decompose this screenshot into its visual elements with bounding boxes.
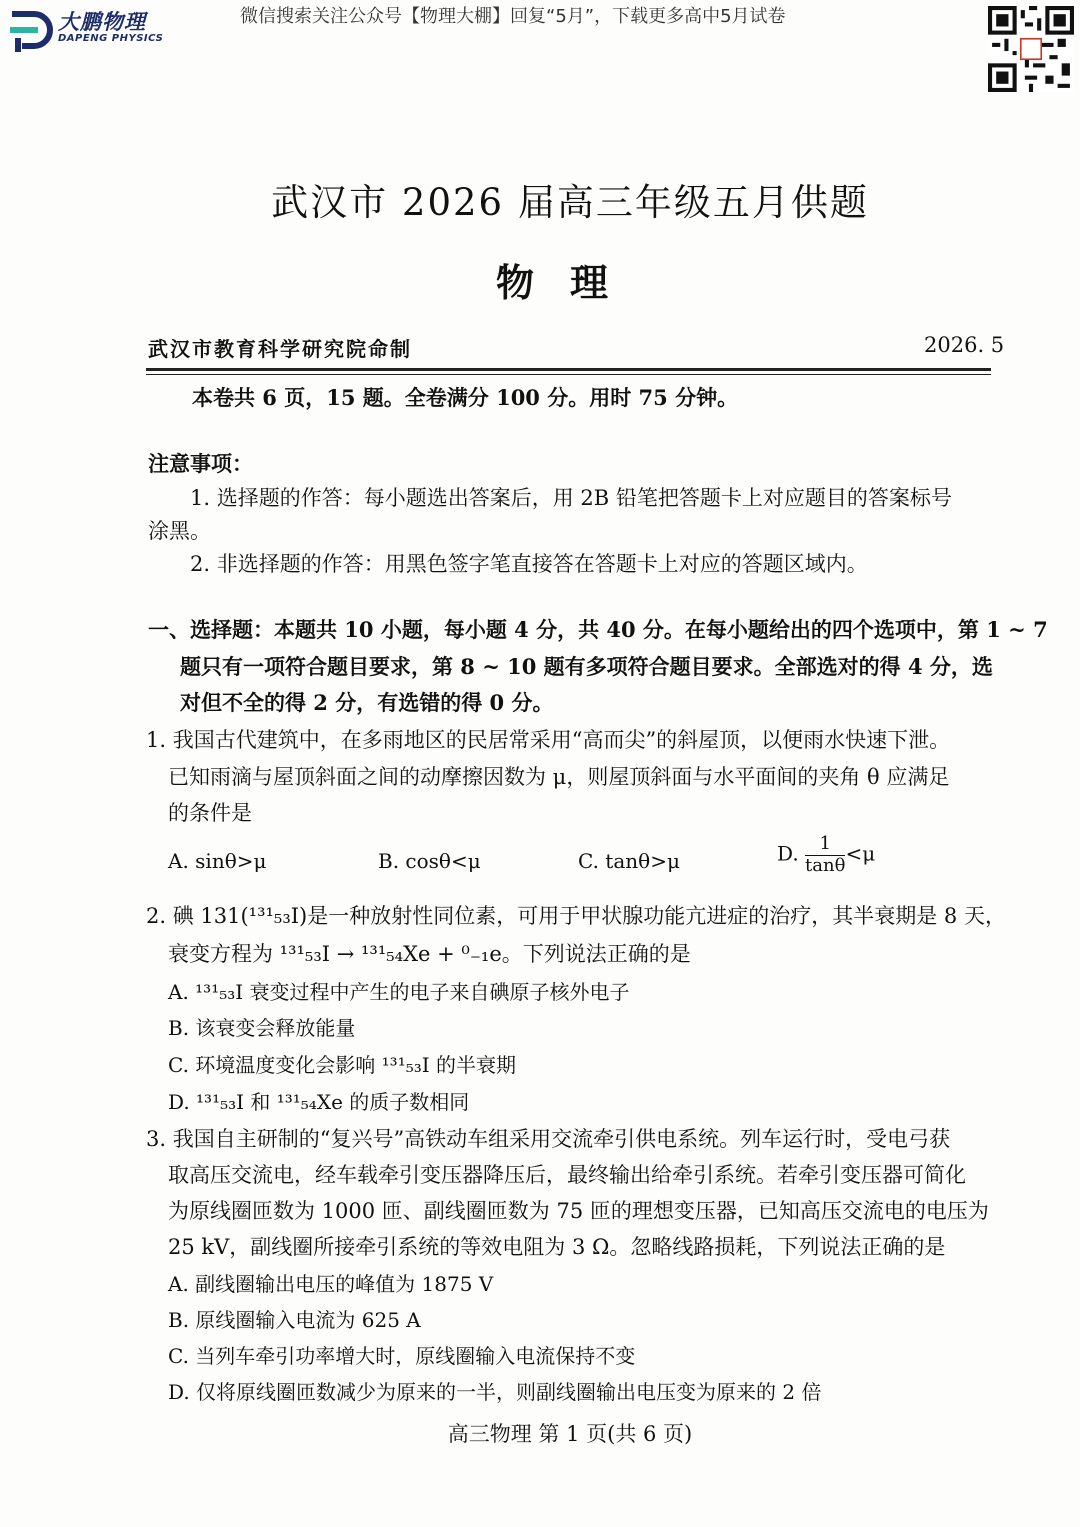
dapeng-logo-icon <box>8 8 58 52</box>
logo-text: 大鹏物理 <box>58 10 146 34</box>
divider-thin <box>146 374 991 375</box>
fraction <box>805 834 845 876</box>
section-instructions-2: 题只有一项符合题目要求，第 8 ~ 10 题有多项符合题目要求。全部选对的得 4 分，选 <box>180 654 993 679</box>
notice-item-1-cont: 涂黑。 <box>148 519 211 543</box>
question-1-stem-3: 的条件是 <box>168 801 252 825</box>
question-2-stem: 2. 碘 131(¹³¹₅₃I)是一种放射性同位素，可用于甲状腺功能亢进症的治疗，其半衰期是 8 天， <box>146 904 1006 928</box>
section-instructions-3: 对但不全的得 2 分，有选错的得 0 分。 <box>180 690 554 715</box>
exam-summary: 本卷共 6 页，15 题。全卷满分 100 分。用时 75 分钟。 <box>192 385 739 410</box>
notice-heading: 注意事项： <box>148 451 253 476</box>
notice-item-2: 2. 非选择题的作答：用黑色签字笔直接答在答题卡上对应的答题区域内。 <box>190 552 868 576</box>
question-3-option-c: C. 当列车牵引功率增大时，原线圈输入电流保持不变 <box>168 1344 636 1368</box>
exam-title: 武汉市 2026 届高三年级五月供题 <box>271 181 869 224</box>
question-3-stem: 3. 我国自主研制的“复兴号”高铁动车组采用交流牵引供电系统。列车运行时，受电弓获 <box>146 1127 951 1151</box>
question-3-stem-2: 取高压交流电，经车载牵引变压器降压后，最终输出给牵引系统。若牵引变压器可简化 <box>168 1163 966 1187</box>
question-2-stem-2: 衰变方程为 ¹³¹₅₃I → ¹³¹₅₄Xe + ⁰₋₁e。下列说法正确的是 <box>168 942 691 966</box>
question-1-stem-2: 已知雨滴与屋顶斜面之间的动摩擦因数为 μ，则屋顶斜面与水平面间的夹角 θ 应满足 <box>168 765 950 789</box>
question-3-stem-4: 25 kV，副线圈所接牵引系统的等效电阻为 3 Ω。忽略线路损耗，下列说法正确的是 <box>168 1235 946 1259</box>
exam-date: 2026. 5 <box>924 333 1005 357</box>
question-3-option-b: B. 原线圈输入电流为 625 A <box>168 1308 421 1332</box>
option-d-label: D. <box>777 841 799 866</box>
divider-thick <box>146 368 991 371</box>
question-1-option-d <box>777 834 875 876</box>
question-3-option-d: D. 仅将原线圈匝数减少为原来的一半，则副线圈输出电压变为原来的 2 倍 <box>168 1380 822 1404</box>
logo-subtext: DAPENG PHYSICS <box>58 33 164 44</box>
question-2-option-c: C. 环境温度变化会影响 ¹³¹₅₃I 的半衰期 <box>168 1053 517 1077</box>
question-3-stem-3: 为原线圈匝数为 1000 匝、副线圈匝数为 75 匝的理想变压器，已知高压交流电的电压为 <box>168 1199 989 1223</box>
question-3-option-a: A. 副线圈输出电压的峰值为 1875 V <box>168 1272 494 1296</box>
promo-banner: 微信搜索关注公众号【物理大棚】回复“5月”，下载更多高中5月试卷 <box>240 6 786 27</box>
option-d-inequality: <μ <box>845 841 876 866</box>
exam-subject: 物理 <box>495 260 644 305</box>
fraction-numerator: 1 <box>805 834 845 856</box>
notice-item-1: 1. 选择题的作答：每小题选出答案后，用 2B 铅笔把答题卡上对应题目的答案标号 <box>190 486 952 510</box>
section-instructions: 一、选择题：本题共 10 小题，每小题 4 分，共 40 分。在每小题给出的四个选项中，第 1 ~ 7 <box>148 617 1048 642</box>
page-footer: 高三物理 第 1 页(共 6 页) <box>447 1422 693 1446</box>
question-2-option-a: A. ¹³¹₅₃I 衰变过程中产生的电子来自碘原子核外电子 <box>168 980 630 1004</box>
question-1-option-c: C. tanθ>μ <box>578 849 680 873</box>
question-1-option-a: A. sinθ>μ <box>168 849 267 873</box>
question-2-option-d: D. ¹³¹₅₃I 和 ¹³¹₅₄Xe 的质子数相同 <box>168 1090 470 1114</box>
question-1-option-b: B. cosθ<μ <box>378 849 481 873</box>
question-2-option-b: B. 该衰变会释放能量 <box>168 1016 356 1040</box>
question-1-stem: 1. 我国古代建筑中，在多雨地区的民居常采用“高而尖”的斜屋顶，以便雨水快速下泄。 <box>146 728 951 752</box>
qr-code-icon <box>988 6 1074 92</box>
fraction-denominator: tanθ <box>805 854 846 876</box>
exam-issuer: 武汉市教育科学研究院命制 <box>148 337 412 361</box>
